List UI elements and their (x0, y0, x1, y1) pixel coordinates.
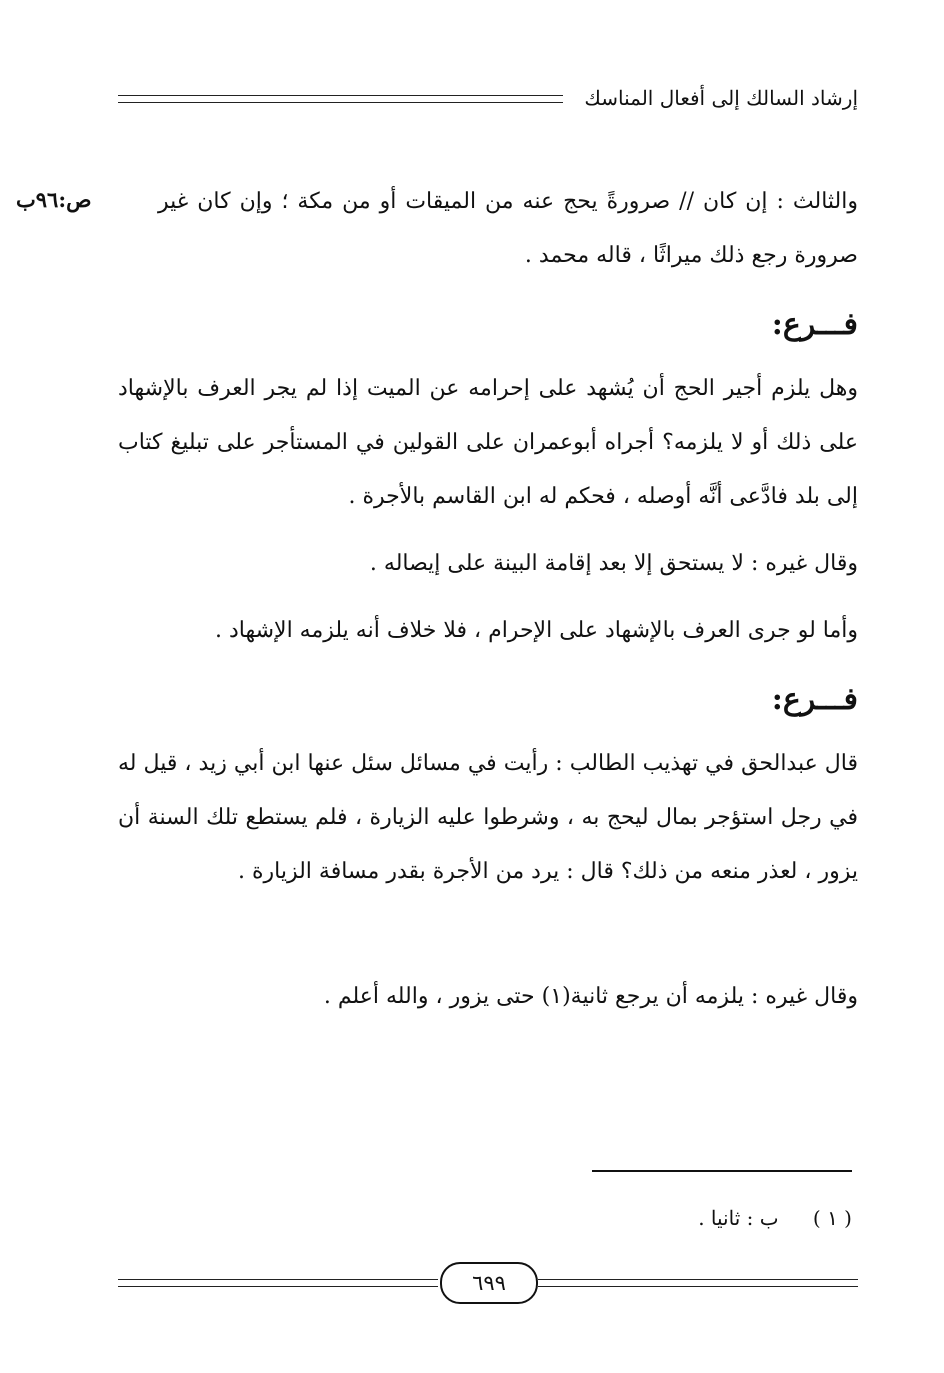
footer-rule-right (538, 1279, 858, 1287)
running-header (118, 78, 858, 118)
margin-folio-note: ص:٩٦ب (16, 187, 92, 212)
paragraph-2: وهل يلزم أجير الحج أن يُشهد على إحرامه عن الميت إذا لم يجر العرف بالإشهاد على ذلك أو لا يلزمه؟ أجراه أبوعمران على القولين في المستأجر على تبليغ كتاب إلى بلد فادَّعى أنَّه أوصله ، فحكم له ابن القاسم بالأجرة . (118, 376, 858, 509)
footnote-number: ( ١ ) (812, 1206, 852, 1230)
running-title: إرشاد السالك إلى أفعال المناسك (574, 78, 858, 118)
paragraph-6: وقال غيره : يلزمه أن يرجع ثانية(١) حتى يزور ، والله أعلم . (323, 984, 858, 1009)
footnote (600, 1200, 852, 1236)
paragraph-1: والثالث : إن كان // صرورةً يحج عنه من الميقات أو من مكة ؛ وإن كان غير صرورة رجع ذلك ميراثًا ، قاله محمد . (158, 189, 858, 268)
page-number: ٦٩٩ (440, 1262, 538, 1304)
paragraph-5: قال عبدالحق في تهذيب الطالب : رأيت في مسائل سئل عنها ابن أبي زيد ، قيل له في رجل استؤجر بمال ليحج به ، وشرطوا عليه الزيارة ، فلم يستطع تلك السنة أن يزور ، لعذر منعه من ذلك؟ قال : يرد من الأجرة بقدر مسافة الزيارة . (118, 751, 858, 884)
page-footer (118, 1262, 858, 1306)
footer-rule-left (118, 1279, 438, 1287)
paragraph-3: وقال غيره : لا يستحق إلا بعد إقامة البينة على إيصاله . (369, 551, 858, 576)
footnote-text: ب : ثانيا . (698, 1206, 779, 1230)
footnote-separator (592, 1170, 852, 1172)
header-rule (118, 95, 563, 103)
section-heading-1: فـــرع: (771, 307, 858, 342)
section-heading-2: فـــرع: (771, 682, 858, 717)
paragraph-4: وأما لو جرى العرف بالإشهاد على الإحرام ، فلا خلاف أنه يلزمه الإشهاد . (214, 618, 858, 643)
